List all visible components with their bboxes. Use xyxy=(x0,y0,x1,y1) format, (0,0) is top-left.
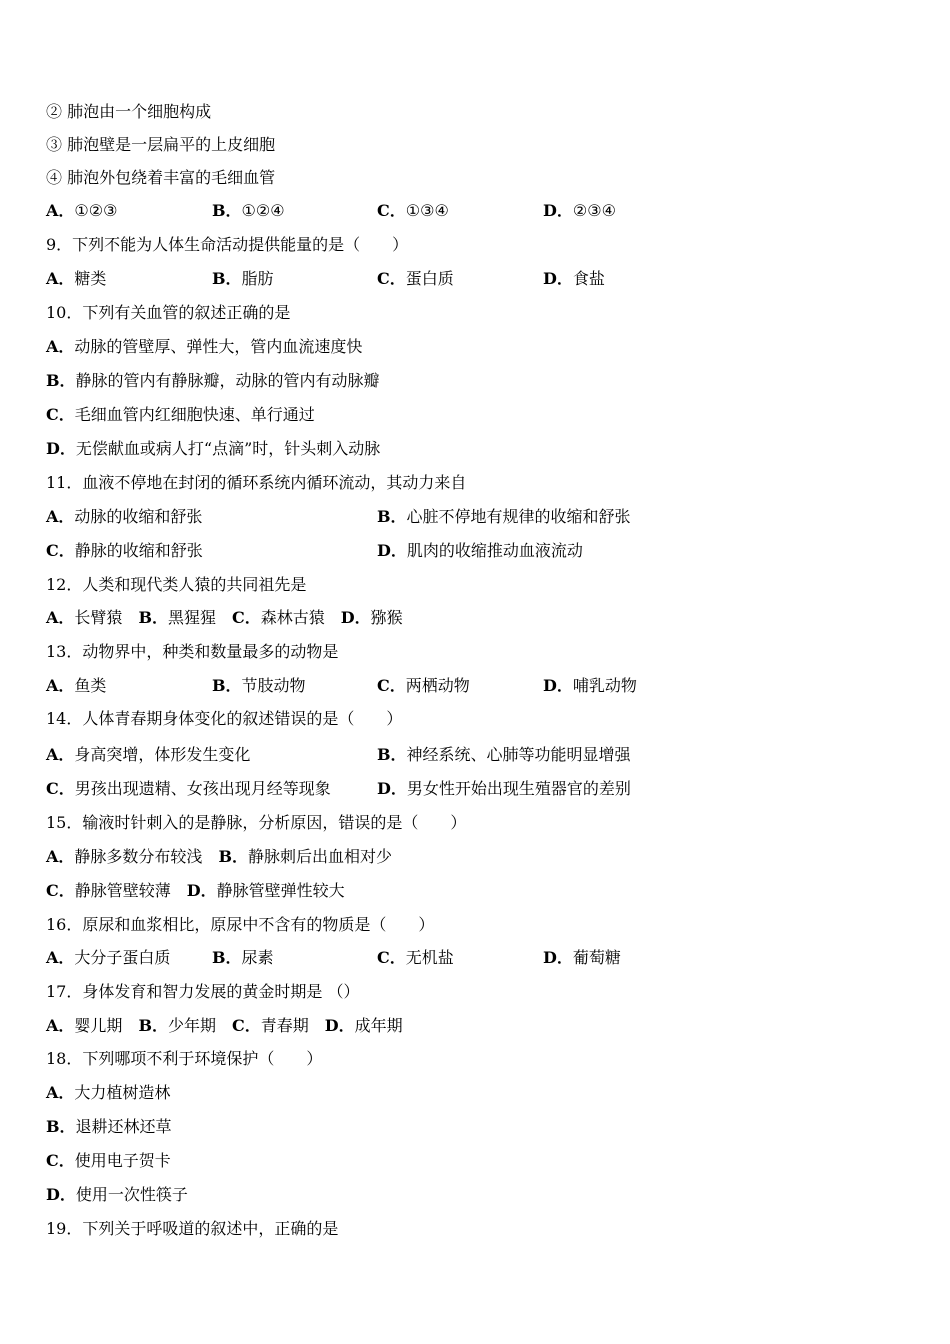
q13-option-b: B．节肢动物 xyxy=(212,676,306,695)
q16-option-c: C．无机盐 xyxy=(377,948,454,967)
q12-options: A．长臂猿 B．黑猩猩 C．森林古猿 D．猕猴 xyxy=(46,608,403,627)
question-15: 15．输液时针刺入的是静脉，分析原因，错误的是（ ） xyxy=(46,813,467,832)
statement-4: ④ 肺泡外包绕着丰富的毛细血管 xyxy=(46,168,276,187)
question-18: 18．下列哪项不利于环境保护（ ） xyxy=(46,1049,323,1068)
q10-option-b: B．静脉的管内有静脉瓣，动脉的管内有动脉瓣 xyxy=(46,371,380,390)
q15-options-cd: C．静脉管壁较薄 D．静脉管壁弹性较大 xyxy=(46,881,345,900)
q14-option-d: D．男女性开始出现生殖器官的差别 xyxy=(377,779,631,798)
question-17: 17．身体发育和智力发展的黄金时期是 （） xyxy=(46,982,360,1001)
question-9: 9．下列不能为人体生命活动提供能量的是（ ） xyxy=(46,235,409,254)
q10-option-c: C．毛细血管内红细胞快速、单行通过 xyxy=(46,405,315,424)
q11-option-d: D．肌肉的收缩推动血液流动 xyxy=(377,541,583,560)
q18-option-a: A．大力植树造林 xyxy=(46,1083,171,1102)
q11-option-a: A．动脉的收缩和舒张 xyxy=(46,507,203,526)
q8-option-d: D．②③④ xyxy=(543,201,616,220)
q18-option-b: B．退耕还林还草 xyxy=(46,1117,172,1136)
q9-option-b: B．脂肪 xyxy=(212,269,274,288)
question-12: 12．人类和现代类人猿的共同祖先是 xyxy=(46,575,307,594)
q18-option-d: D．使用一次性筷子 xyxy=(46,1185,188,1204)
q9-option-c: C．蛋白质 xyxy=(377,269,454,288)
question-16: 16．原尿和血浆相比，原尿中不含有的物质是（ ） xyxy=(46,915,435,934)
q13-option-a: A．鱼类 xyxy=(46,676,107,695)
q14-option-b: B．神经系统、心肺等功能明显增强 xyxy=(377,745,631,764)
q18-option-c: C．使用电子贺卡 xyxy=(46,1151,171,1170)
q9-option-a: A．糖类 xyxy=(46,269,107,288)
q14-option-c: C．男孩出现遗精、女孩出现月经等现象 xyxy=(46,779,331,798)
q8-option-c: C．①③④ xyxy=(377,201,449,220)
q11-option-b: B．心脏不停地有规律的收缩和舒张 xyxy=(377,507,631,526)
question-19: 19．下列关于呼吸道的叙述中，正确的是 xyxy=(46,1219,339,1238)
q16-option-b: B．尿素 xyxy=(212,948,274,967)
question-11: 11．血液不停地在封闭的循环系统内循环流动，其动力来自 xyxy=(46,473,467,492)
q17-options: A．婴儿期 B．少年期 C．青春期 D．成年期 xyxy=(46,1016,403,1035)
q13-option-d: D．哺乳动物 xyxy=(543,676,637,695)
q11-option-c: C．静脉的收缩和舒张 xyxy=(46,541,203,560)
q8-option-b: B．①②④ xyxy=(212,201,285,220)
q9-option-d: D．食盐 xyxy=(543,269,605,288)
q16-option-a: A．大分子蛋白质 xyxy=(46,948,171,967)
q10-option-d: D．无偿献血或病人打“点滴”时，针头刺入动脉 xyxy=(46,439,381,458)
question-10: 10．下列有关血管的叙述正确的是 xyxy=(46,303,291,322)
question-13: 13．动物界中，种类和数量最多的动物是 xyxy=(46,642,339,661)
q14-option-a: A．身高突增，体形发生变化 xyxy=(46,745,251,764)
statement-3: ③ 肺泡壁是一层扁平的上皮细胞 xyxy=(46,135,276,154)
q10-option-a: A．动脉的管壁厚、弹性大，管内血流速度快 xyxy=(46,337,363,356)
q8-option-a: A．①②③ xyxy=(46,201,118,220)
question-14: 14．人体青春期身体变化的叙述错误的是（ ） xyxy=(46,709,403,728)
q16-option-d: D．葡萄糖 xyxy=(543,948,621,967)
statement-2: ② 肺泡由一个细胞构成 xyxy=(46,102,212,121)
q13-option-c: C．两栖动物 xyxy=(377,676,470,695)
q15-options-ab: A．静脉多数分布较浅 B．静脉刺后出血相对少 xyxy=(46,847,392,866)
